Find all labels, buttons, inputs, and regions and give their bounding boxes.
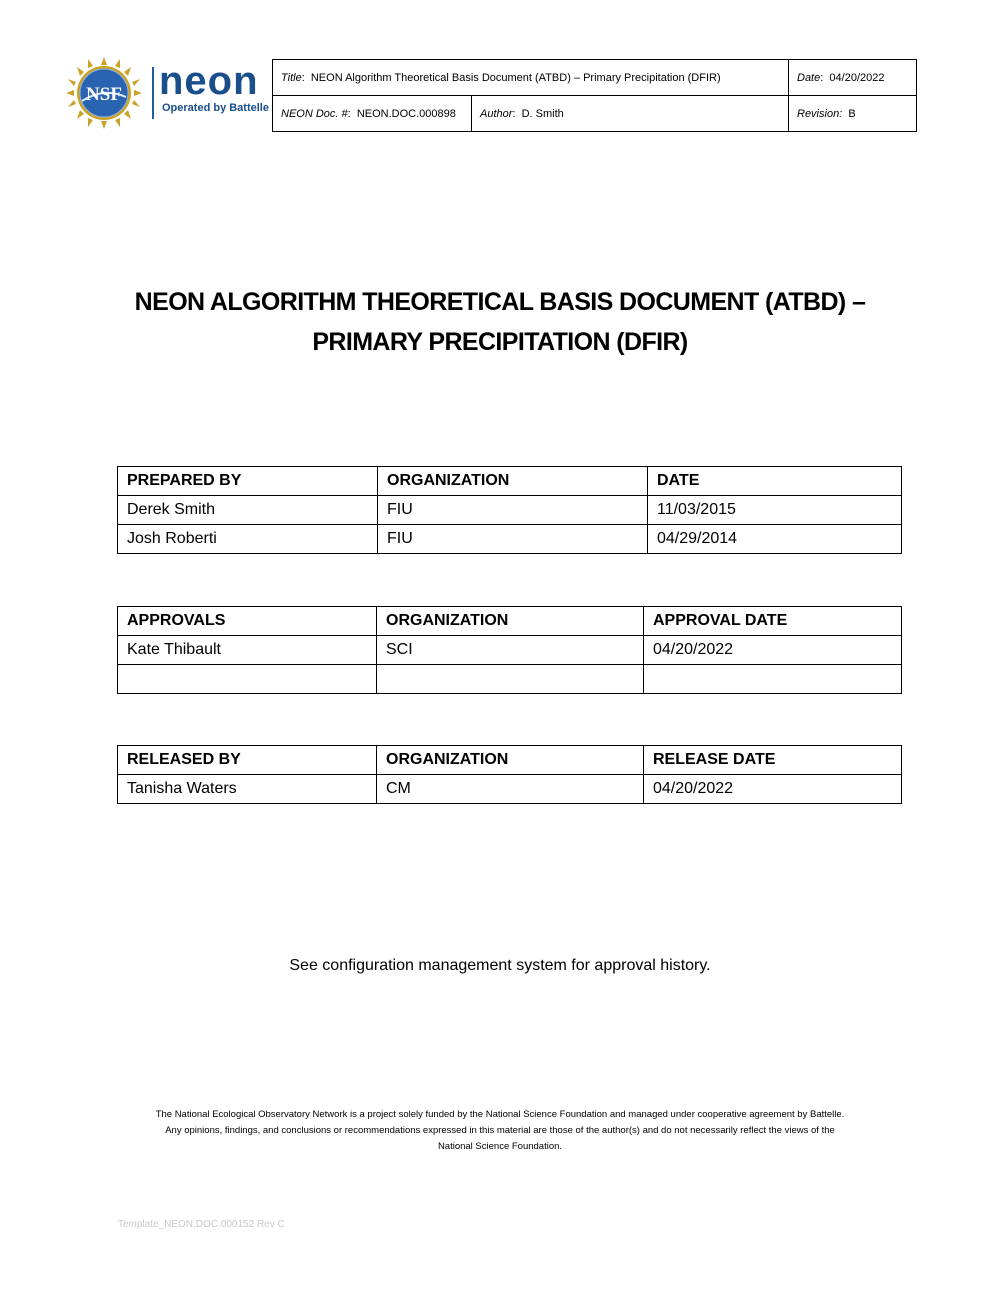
table-row <box>118 665 902 694</box>
header-revision-cell <box>789 96 917 132</box>
document-title-line-2: PRIMARY PRECIPITATION (DFIR) <box>312 328 688 356</box>
date-label: Date <box>797 71 821 84</box>
approver-organization: SCI <box>377 636 644 665</box>
preparer-name: Josh Roberti <box>118 525 378 554</box>
approver-name <box>118 665 377 694</box>
approvals-table <box>117 606 902 694</box>
nsf-seal-text: NSF <box>86 84 122 105</box>
header-author-cell: Author: D. Smith <box>472 96 789 132</box>
approval-date: 04/20/2022 <box>644 636 902 665</box>
approver-organization <box>377 665 644 694</box>
author-value: D. Smith <box>521 107 564 120</box>
disclaimer-line-1: The National Ecological Observatory Network is a project solely funded by the National Science Foundation and managed under cooperative agreement by Battelle. <box>155 1109 845 1120</box>
table-header-row <box>118 467 902 496</box>
column-header: APPROVAL DATE <box>644 607 902 636</box>
disclaimer-line-3: National Science Foundation. <box>437 1141 563 1152</box>
date-value: 04/20/2022 <box>829 71 885 84</box>
header-doc-cell: NEON Doc. #: NEON.DOC.000898 <box>273 96 472 132</box>
prepared-by-table <box>117 466 902 554</box>
preparer-organization: FIU <box>378 496 648 525</box>
logo-divider <box>152 67 154 119</box>
author-label: Author <box>480 107 513 120</box>
template-identifier: Template_NEON.DOC.000152 Rev C <box>118 1219 285 1230</box>
column-header: ORGANIZATION <box>378 467 648 496</box>
neon-logo <box>66 57 272 129</box>
table-row <box>118 636 902 665</box>
revision-value: B <box>848 107 856 120</box>
releaser-name: Tanisha Waters <box>118 775 377 804</box>
doc-number-label: NEON Doc. # <box>281 107 348 120</box>
title-label: Title <box>281 71 302 84</box>
table-row <box>118 496 902 525</box>
nsf-seal-icon <box>66 57 142 129</box>
approval-date <box>644 665 902 694</box>
document-title <box>60 282 940 362</box>
table-header-row <box>118 746 902 775</box>
neon-tagline: Operated by Battelle <box>162 102 269 114</box>
column-header: RELEASED BY <box>118 746 377 775</box>
preparer-date: 04/29/2014 <box>648 525 902 554</box>
column-header: RELEASE DATE <box>644 746 902 775</box>
preparer-date: 11/03/2015 <box>648 496 902 525</box>
revision-label: Revision: <box>797 107 843 120</box>
table-header-row <box>118 607 902 636</box>
title-value: NEON Algorithm Theoretical Basis Document (ATBD) – Primary Precipitation (DFIR) <box>310 71 721 84</box>
table-row <box>118 775 902 804</box>
released-by-table <box>117 745 902 804</box>
table-row <box>118 525 902 554</box>
header-info-table <box>272 59 917 132</box>
header-title-cell: Title: NEON Algorithm Theoretical Basis Document (ATBD) – Primary Precipitation (DFIR) <box>273 60 789 96</box>
funding-disclaimer <box>110 1107 890 1155</box>
column-header: ORGANIZATION <box>377 746 644 775</box>
column-header: PREPARED BY <box>118 467 378 496</box>
column-header: APPROVALS <box>118 607 377 636</box>
releaser-organization: CM <box>377 775 644 804</box>
document-title-line-1: NEON ALGORITHM THEORETICAL BASIS DOCUMENT (ATBD) – <box>134 288 866 316</box>
column-header: ORGANIZATION <box>377 607 644 636</box>
doc-number-value: NEON.DOC.000898 <box>356 107 456 120</box>
release-date: 04/20/2022 <box>644 775 902 804</box>
column-header: DATE <box>648 467 902 496</box>
preparer-name: Derek Smith <box>118 496 378 525</box>
header-date-cell: Date: 04/20/2022 <box>789 60 917 96</box>
approval-history-note: See configuration management system for approval history. <box>289 957 711 974</box>
neon-wordmark: neon <box>159 59 259 103</box>
preparer-organization: FIU <box>378 525 648 554</box>
disclaimer-line-2: Any opinions, findings, and conclusions or recommendations expressed in this material are those of the author(s) and do not necessarily reflect the views of the <box>165 1125 835 1136</box>
approver-name: Kate Thibault <box>118 636 377 665</box>
